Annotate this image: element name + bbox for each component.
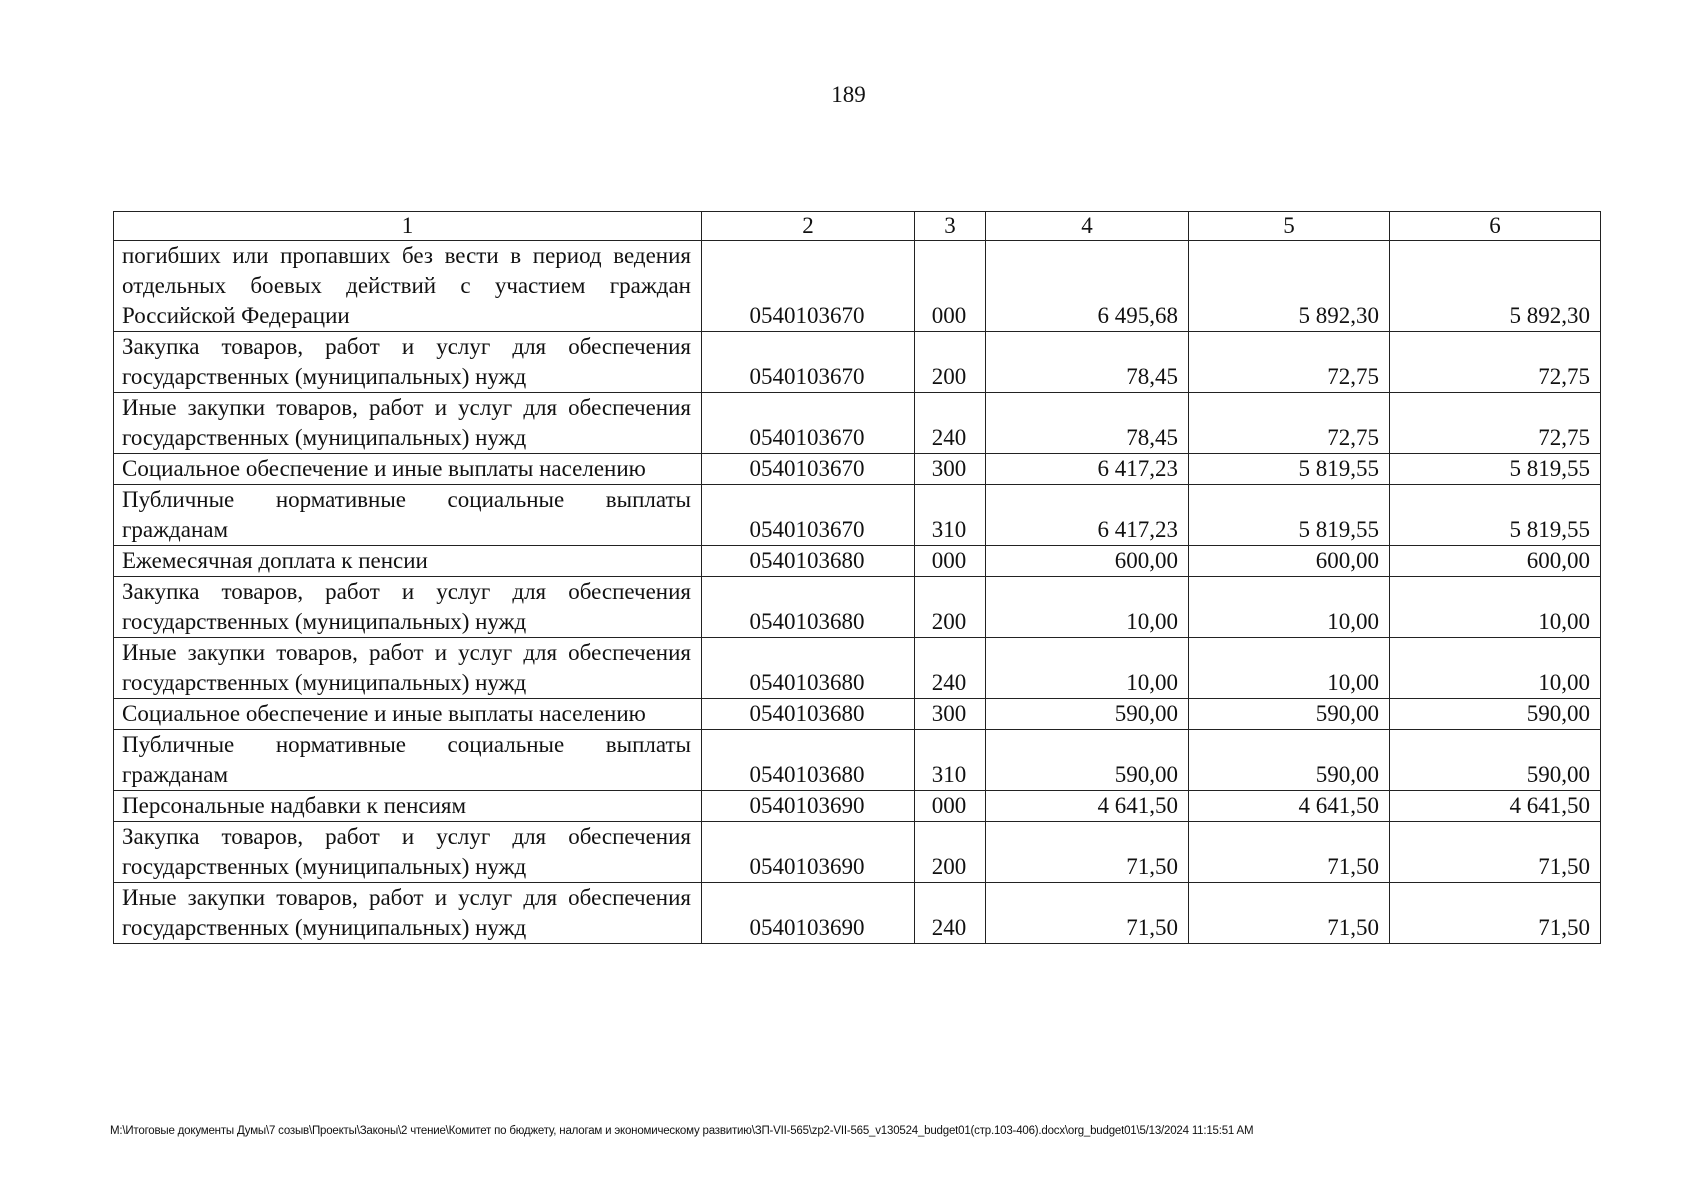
- row-name: Публичные нормативные социальные выплаты гражданам: [114, 485, 702, 546]
- target-article-code: 0540103690: [702, 791, 915, 822]
- table-row: [114, 577, 1601, 638]
- row-name: Социальное обеспечение и иные выплаты населению: [114, 454, 702, 485]
- amount-col-6: 10,00: [1390, 638, 1601, 699]
- target-article-code: 0540103690: [702, 822, 915, 883]
- table-row: [114, 822, 1601, 883]
- column-header: 4: [986, 212, 1189, 241]
- row-name: Персональные надбавки к пенсиям: [114, 791, 702, 822]
- table-row: [114, 393, 1601, 454]
- amount-col-5: 590,00: [1189, 730, 1390, 791]
- target-article-code: 0540103680: [702, 638, 915, 699]
- amount-col-5: 600,00: [1189, 546, 1390, 577]
- table-row: [114, 638, 1601, 699]
- target-article-code: 0540103680: [702, 699, 915, 730]
- column-header: 5: [1189, 212, 1390, 241]
- amount-col-4: 590,00: [986, 730, 1189, 791]
- table-row: [114, 546, 1601, 577]
- expense-type-code: 300: [915, 699, 986, 730]
- column-header: 2: [702, 212, 915, 241]
- target-article-code: 0540103670: [702, 454, 915, 485]
- target-article-code: 0540103680: [702, 546, 915, 577]
- row-name: Социальное обеспечение и иные выплаты населению: [114, 699, 702, 730]
- amount-col-6: 71,50: [1390, 883, 1601, 944]
- expense-type-code: 240: [915, 393, 986, 454]
- target-article-code: 0540103680: [702, 730, 915, 791]
- amount-col-6: 590,00: [1390, 699, 1601, 730]
- row-name: Иные закупки товаров, работ и услуг для обеспечения государственных (муниципальных) нужд: [114, 393, 702, 454]
- amount-col-4: 78,45: [986, 332, 1189, 393]
- expense-type-code: 310: [915, 730, 986, 791]
- table-row: [114, 730, 1601, 791]
- target-article-code: 0540103680: [702, 577, 915, 638]
- row-name: Ежемесячная доплата к пенсии: [114, 546, 702, 577]
- target-article-code: 0540103670: [702, 485, 915, 546]
- column-header: 1: [114, 212, 702, 241]
- expense-type-code: 000: [915, 241, 986, 332]
- amount-col-6: 600,00: [1390, 546, 1601, 577]
- page-number: 189: [831, 82, 866, 107]
- amount-col-5: 72,75: [1189, 332, 1390, 393]
- table-row: [114, 699, 1601, 730]
- amount-col-5: 10,00: [1189, 577, 1390, 638]
- target-article-code: 0540103670: [702, 332, 915, 393]
- row-name: Публичные нормативные социальные выплаты гражданам: [114, 730, 702, 791]
- amount-col-6: 71,50: [1390, 822, 1601, 883]
- amount-col-6: 5 819,55: [1390, 485, 1601, 546]
- row-name: Иные закупки товаров, работ и услуг для обеспечения государственных (муниципальных) нужд: [114, 638, 702, 699]
- amount-col-4: 6 417,23: [986, 485, 1189, 546]
- expense-type-code: 200: [915, 822, 986, 883]
- header-row: [114, 212, 1601, 241]
- amount-col-4: 71,50: [986, 822, 1189, 883]
- column-header: 6: [1390, 212, 1601, 241]
- amount-col-5: 590,00: [1189, 699, 1390, 730]
- amount-col-6: 5 892,30: [1390, 241, 1601, 332]
- target-article-code: 0540103690: [702, 883, 915, 944]
- amount-col-5: 10,00: [1189, 638, 1390, 699]
- amount-col-5: 5 892,30: [1189, 241, 1390, 332]
- amount-col-4: 10,00: [986, 577, 1189, 638]
- row-name: погибших или пропавших без вести в период ведения отдельных боевых действий с участием граждан Российской Федерации: [114, 241, 702, 332]
- amount-col-4: 6 417,23: [986, 454, 1189, 485]
- amount-col-4: 600,00: [986, 546, 1189, 577]
- amount-col-5: 71,50: [1189, 822, 1390, 883]
- target-article-code: 0540103670: [702, 393, 915, 454]
- amount-col-6: 72,75: [1390, 393, 1601, 454]
- expense-type-code: 300: [915, 454, 986, 485]
- expense-type-code: 310: [915, 485, 986, 546]
- file-path-footer: M:\Итоговые документы Думы\7 созыв\Проекты\Законы\2 чтение\Комитет по бюджету, налогам и экономическому развитию\ЗП-VII-565\zp2-VII-565_v130524_budget01(стр.103-406).docx\org_budget01\5/13/2024 11:15:51 AM: [110, 1125, 1254, 1137]
- amount-col-5: 72,75: [1189, 393, 1390, 454]
- row-name: Закупка товаров, работ и услуг для обеспечения государственных (муниципальных) нужд: [114, 332, 702, 393]
- amount-col-5: 5 819,55: [1189, 485, 1390, 546]
- amount-col-4: 590,00: [986, 699, 1189, 730]
- amount-col-6: 590,00: [1390, 730, 1601, 791]
- amount-col-5: 4 641,50: [1189, 791, 1390, 822]
- amount-col-6: 10,00: [1390, 577, 1601, 638]
- expense-type-code: 240: [915, 638, 986, 699]
- column-header: 3: [915, 212, 986, 241]
- table-row: [114, 791, 1601, 822]
- row-name: Иные закупки товаров, работ и услуг для обеспечения государственных (муниципальных) нужд: [114, 883, 702, 944]
- amount-col-4: 4 641,50: [986, 791, 1189, 822]
- expense-type-code: 240: [915, 883, 986, 944]
- amount-col-6: 4 641,50: [1390, 791, 1601, 822]
- expense-type-code: 200: [915, 332, 986, 393]
- amount-col-6: 72,75: [1390, 332, 1601, 393]
- amount-col-5: 5 819,55: [1189, 454, 1390, 485]
- amount-col-4: 6 495,68: [986, 241, 1189, 332]
- row-name: Закупка товаров, работ и услуг для обеспечения государственных (муниципальных) нужд: [114, 577, 702, 638]
- budget-table: [113, 211, 1601, 944]
- amount-col-4: 71,50: [986, 883, 1189, 944]
- amount-col-4: 10,00: [986, 638, 1189, 699]
- amount-col-4: 78,45: [986, 393, 1189, 454]
- row-name: Закупка товаров, работ и услуг для обеспечения государственных (муниципальных) нужд: [114, 822, 702, 883]
- amount-col-5: 71,50: [1189, 883, 1390, 944]
- expense-type-code: 000: [915, 546, 986, 577]
- target-article-code: 0540103670: [702, 241, 915, 332]
- expense-type-code: 200: [915, 577, 986, 638]
- table-row: [114, 485, 1601, 546]
- amount-col-6: 5 819,55: [1390, 454, 1601, 485]
- expense-type-code: 000: [915, 791, 986, 822]
- table-row: [114, 332, 1601, 393]
- table-row: [114, 241, 1601, 332]
- table-row: [114, 454, 1601, 485]
- table-row: [114, 883, 1601, 944]
